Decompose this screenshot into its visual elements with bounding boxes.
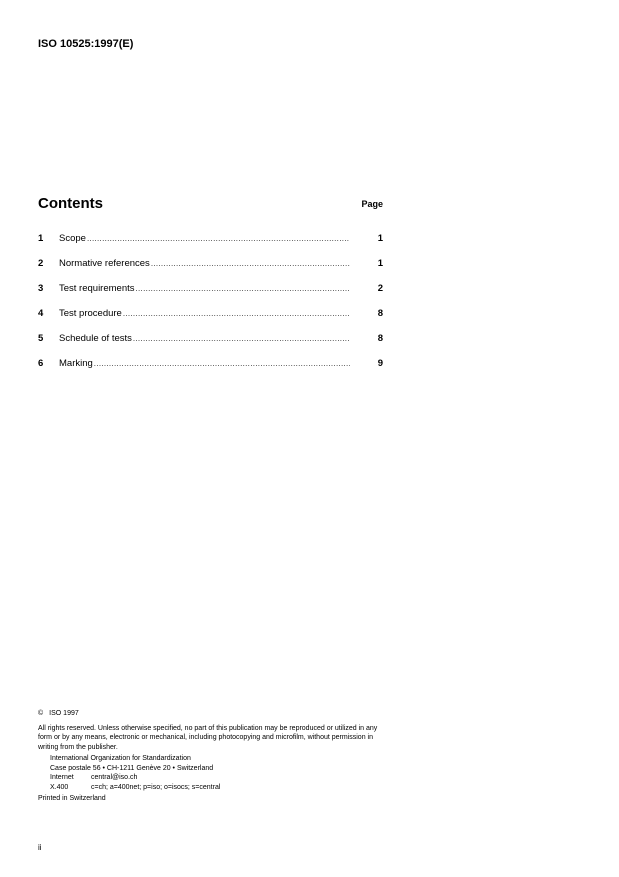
internet-address[interactable]: central@iso.ch	[91, 774, 138, 781]
toc-entry-number: 5	[38, 333, 44, 344]
rights-statement: All rights reserved. Unless otherwise specified, no part of this publication may be reproduced or utilized in any form or by any means, electronic or mechanical, including photocopying and microfilm, without permission in writing from the publisher.	[38, 724, 378, 751]
publisher-address	[38, 754, 383, 792]
toc-entry-marking[interactable]	[38, 358, 383, 383]
copyright-line	[38, 709, 383, 719]
postal-address: Case postale 56 • CH-1211 Genève 20 • Switzerland	[50, 764, 214, 772]
dot-leader	[151, 259, 350, 268]
toc-entry-title: Marking	[59, 358, 93, 369]
page-number: ii	[38, 843, 42, 852]
internet-label: Internet	[50, 774, 74, 781]
toc-entry-normative-references[interactable]	[38, 258, 383, 283]
copyright-icon: ©	[38, 710, 44, 717]
x400-address: c=ch; a=400net; p=iso; o=isocs; s=central	[91, 783, 221, 791]
toc-entry-page: 1	[377, 258, 383, 269]
toc-entry-page: 8	[377, 308, 383, 319]
dot-leader	[136, 284, 350, 293]
internet-contact	[50, 773, 383, 783]
dot-leader	[87, 234, 350, 243]
toc-entry-number: 2	[38, 258, 44, 269]
toc-entry-test-procedure[interactable]	[38, 308, 383, 333]
table-of-contents	[38, 233, 383, 383]
dot-leader	[133, 334, 350, 343]
x400-contact	[50, 783, 383, 793]
dot-leader	[123, 309, 350, 318]
document-identifier: ISO 10525:1997(E)	[38, 38, 134, 50]
toc-entry-schedule-of-tests[interactable]	[38, 333, 383, 358]
toc-entry-number: 6	[38, 358, 44, 369]
toc-entry-title: Test procedure	[59, 308, 122, 319]
contents-heading: Contents	[38, 195, 103, 212]
printed-in-notice: Printed in Switzerland	[38, 795, 106, 802]
copyright-notice-block	[38, 709, 383, 804]
toc-entry-title: Schedule of tests	[59, 333, 132, 344]
page-column-heading: Page	[361, 199, 383, 209]
toc-entry-title: Test requirements	[59, 283, 135, 294]
toc-entry-page: 9	[377, 358, 383, 369]
toc-entry-page: 8	[377, 333, 383, 344]
toc-entry-scope[interactable]	[38, 233, 383, 258]
toc-entry-number: 4	[38, 308, 44, 319]
toc-entry-page: 2	[377, 283, 383, 294]
copyright-text: ISO 1997	[49, 710, 79, 717]
dot-leader	[94, 359, 350, 368]
toc-entry-test-requirements[interactable]	[38, 283, 383, 308]
toc-entry-page: 1	[377, 233, 383, 244]
toc-entry-title: Scope	[59, 233, 86, 244]
organization-name: International Organization for Standardization	[50, 755, 191, 762]
toc-entry-number: 3	[38, 283, 44, 294]
x400-label: X.400	[50, 783, 69, 791]
toc-entry-title: Normative references	[59, 258, 150, 269]
toc-entry-number: 1	[38, 233, 44, 244]
